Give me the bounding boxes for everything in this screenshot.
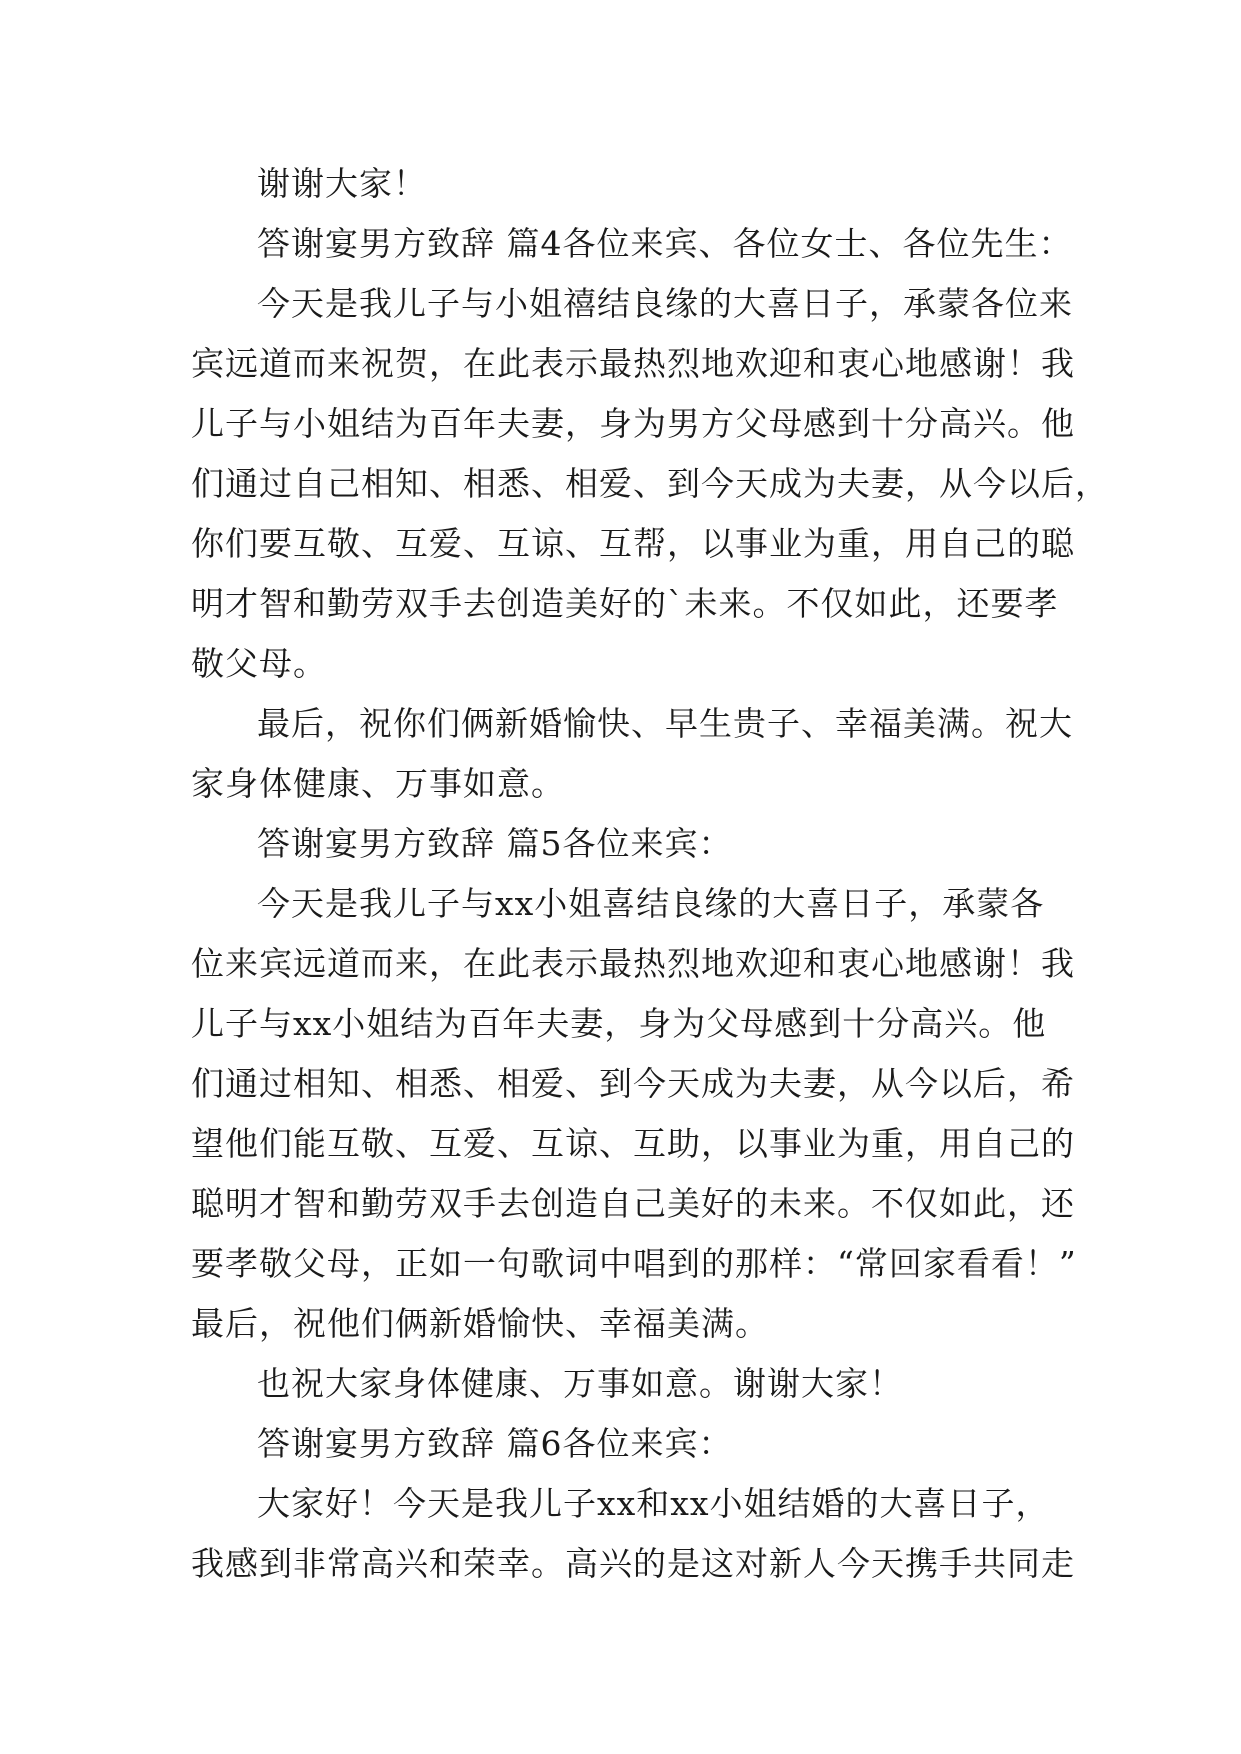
paragraph-line: 最后，祝你们俩新婚愉快、早生贵子、幸福美满。祝大 [257, 704, 1073, 743]
paragraph-line: 儿子与小姐结为百年夫妻，身为男方父母感到十分高兴。他 [191, 404, 1075, 443]
paragraph-line: 我感到非常高兴和荣幸。高兴的是这对新人今天携手共同走 [191, 1544, 1075, 1583]
paragraph-line: 明才智和勤劳双手去创造美好的`未来。不仅如此，还要孝 [191, 584, 1059, 623]
text-line-closing-thanks: 谢谢大家！ [257, 164, 427, 203]
paragraph-line: 今天是我儿子与xx小姐喜结良缘的大喜日子，承蒙各 [257, 884, 1045, 923]
paragraph-line: 儿子与xx小姐结为百年夫妻，身为父母感到十分高兴。他 [191, 1004, 1047, 1043]
paragraph-line: 今天是我儿子与小姐禧结良缘的大喜日子，承蒙各位来 [257, 284, 1073, 323]
paragraph-line: 位来宾远道而来，在此表示最热烈地欢迎和衷心地感谢！我 [191, 944, 1075, 983]
section-heading-4: 答谢宴男方致辞 篇4各位来宾、各位女士、各位先生： [257, 224, 1073, 263]
paragraph-line: 们通过相知、相悉、相爱、到今天成为夫妻，从今以后，希 [191, 1064, 1075, 1103]
paragraph-line: 家身体健康、万事如意。 [191, 764, 565, 803]
section-heading-5: 答谢宴男方致辞 篇5各位来宾： [257, 824, 733, 863]
paragraph-line: 敬父母。 [191, 644, 327, 683]
paragraph-line: 宾远道而来祝贺，在此表示最热烈地欢迎和衷心地感谢！我 [191, 344, 1075, 383]
paragraph-line: 大家好！今天是我儿子xx和xx小姐结婚的大喜日子， [257, 1484, 1050, 1523]
paragraph-line: 聪明才智和勤劳双手去创造自己美好的未来。不仅如此，还 [191, 1184, 1075, 1223]
paragraph-line: 你们要互敬、互爱、互谅、互帮，以事业为重，用自己的聪 [191, 524, 1075, 563]
paragraph-line: 们通过自己相知、相悉、相爱、到今天成为夫妻，从今以后， [191, 464, 1109, 503]
paragraph-line: 也祝大家身体健康、万事如意。谢谢大家！ [257, 1364, 903, 1403]
paragraph-line: 要孝敬父母，正如一句歌词中唱到的那样：“常回家看看！” [191, 1244, 1077, 1283]
paragraph-line: 最后，祝他们俩新婚愉快、幸福美满。 [191, 1304, 769, 1343]
paragraph-line: 望他们能互敬、互爱、互谅、互助，以事业为重，用自己的 [191, 1124, 1075, 1163]
section-heading-6: 答谢宴男方致辞 篇6各位来宾： [257, 1424, 733, 1463]
